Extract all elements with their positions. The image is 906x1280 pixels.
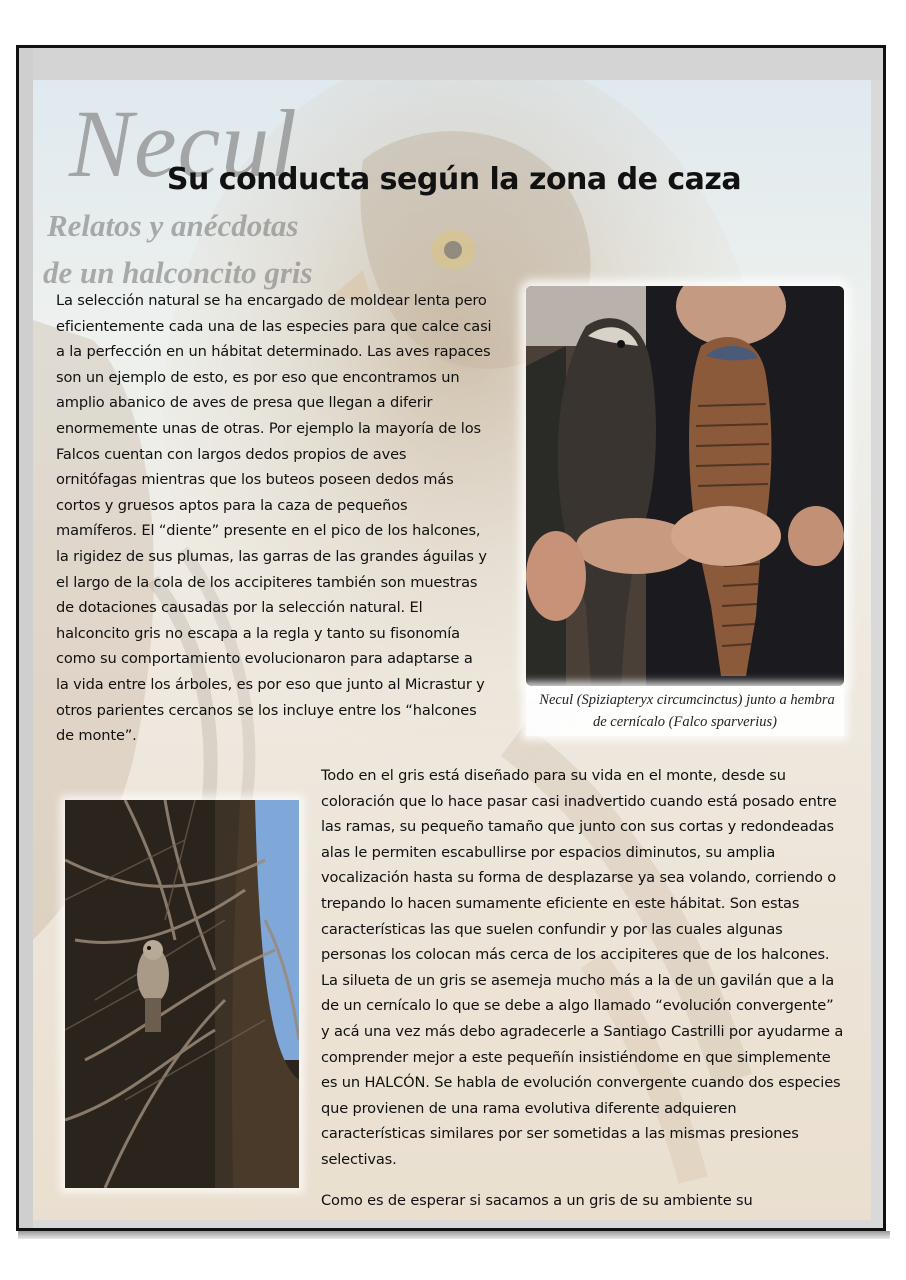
text-line: eficientemente cada una de las especies para que calce casi — [56, 317, 492, 335]
text-line: trepando lo hacen sumamente eficiente en este hábitat. Son estas — [321, 894, 800, 912]
text-line: otros parientes cercanos se los incluye entre los “halcones — [56, 701, 477, 719]
page-shadow — [18, 1231, 890, 1239]
text-line: características similares por ser sometidas a las mismas presiones — [321, 1125, 799, 1143]
text-line: vocalización hasta su forma de desplazarse ya sea volando, corriendo o — [321, 869, 837, 887]
text-line: de un cernícalo lo que se debe a algo llamado “evolución convergente” — [321, 997, 834, 1015]
text-line: como su comportamiento evolucionaron para adaptarse a — [56, 650, 473, 668]
photo-necul-in-tree — [65, 800, 299, 1188]
photo1-caption — [526, 686, 844, 736]
text-line: la rigidez de sus plumas, las garras de las grandes águilas y — [56, 547, 487, 565]
text-line: son un ejemplo de esto, es por eso que encontramos un — [56, 368, 460, 386]
text-line: características las que suelen confundir y por las cuales algunas — [321, 920, 783, 938]
watermark-subtitle-line2: de un halconcito gris — [43, 255, 313, 290]
text-line: el largo de la cola de los accipiteres también son muestras — [56, 573, 478, 591]
text-line: alas le permiten escabullirse por espacios diminutos, su amplia — [321, 843, 776, 861]
photo-birds-in-hands — [526, 286, 844, 686]
text-line: halconcito gris no escapa a la regla y tanto su fisonomía — [56, 624, 460, 642]
text-line: de monte”. — [56, 727, 137, 745]
text-line: mamíferos. El “diente” presente en el pico de los halcones, — [56, 522, 481, 540]
text-line: Como es de esperar si sacamos a un gris de su ambiente su — [321, 1192, 753, 1209]
text-line: de dotaciones causadas por la selección natural. El — [56, 599, 423, 617]
text-line: cortos y gruesos aptos para la caza de pequeños — [56, 496, 408, 514]
photo-necul-and-kestrel — [526, 286, 844, 686]
photo-tree-branches — [65, 800, 299, 1188]
paragraph-2 — [321, 763, 856, 1173]
text-line: a la perfección en un hábitat determinado. Las aves rapaces — [56, 343, 491, 361]
text-line: Falcos cuentan con largos dedos propios de aves — [56, 445, 407, 463]
text-line: personas los colocan más cerca de los accipiteres que de los halcones. — [321, 946, 830, 964]
text-line: selectivas. — [321, 1150, 397, 1168]
text-line: ornitófagas mientras que los buteos poseen dedos más — [56, 471, 454, 489]
text-line: La selección natural se ha encargado de moldear lenta pero — [56, 292, 487, 309]
text-line: es un HALCÓN. Se habla de evolución convergente cuando dos especies — [321, 1074, 841, 1092]
caption-line: Necul (Spiziapteryx circumcinctus) junto a hembra — [539, 692, 835, 708]
paragraph-3 — [321, 1188, 856, 1214]
page-title: Su conducta según la zona de caza — [166, 162, 742, 197]
page — [16, 45, 886, 1231]
text-line: amplio abanico de aves de presa que llegan a diferir — [56, 394, 433, 412]
background-border-top — [19, 48, 883, 80]
caption-line: de cernícalo (Falco sparverius) — [592, 714, 778, 730]
watermark-title: Necul — [69, 90, 298, 197]
text-line: La silueta de un gris se asemeja mucho más a la de un gavilán que a la — [321, 971, 835, 989]
watermark-subtitle-line1: Relatos y anécdotas — [47, 208, 299, 243]
text-line: comprender mejor a este pequeñín insistiéndome en que simplemente — [321, 1048, 831, 1066]
paragraph-1 — [56, 288, 516, 749]
text-line: que provienen de una rama evolutiva diferente adquieren — [321, 1099, 737, 1117]
text-line: enormemente unas de otras. Por ejemplo la mayoría de los — [56, 419, 481, 437]
text-line: Todo en el gris está diseñado para su vida en el monte, desde su — [321, 767, 786, 784]
background-border-left — [19, 48, 33, 1228]
text-line: las ramas, su pequeño tamaño que junto con sus cortas y redondeadas — [321, 818, 834, 836]
text-line: la vida entre los árboles, es por eso que junto al Micrastur y — [56, 675, 485, 693]
text-line: coloración que lo hace pasar casi inadvertido cuando está posado entre — [321, 792, 837, 810]
text-line: y acá una vez más debo agradecerle a Santiago Castrilli por ayudarme a — [321, 1022, 844, 1040]
